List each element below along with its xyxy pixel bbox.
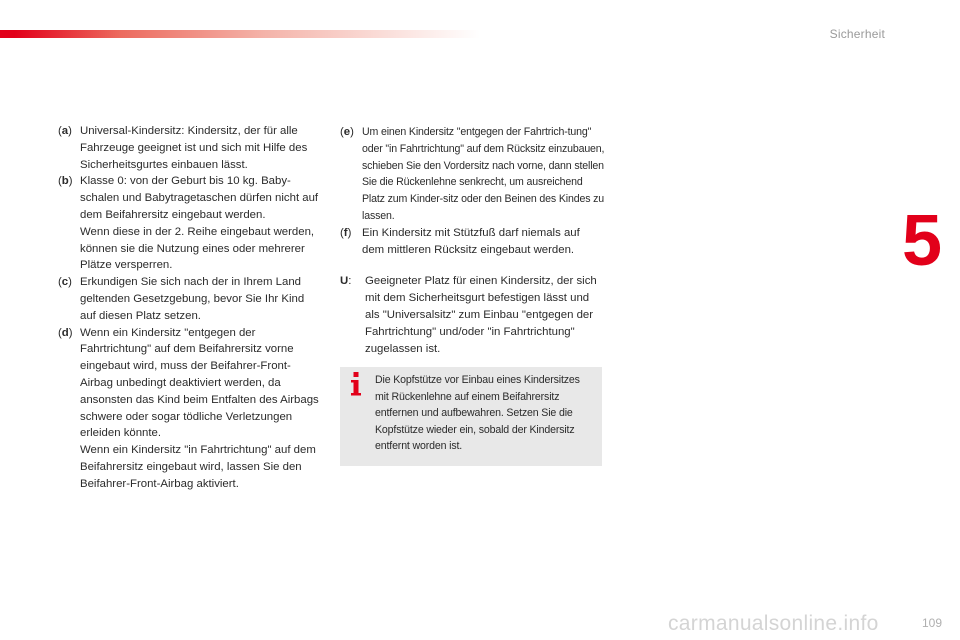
list-item-c: (c) Erkundigen Sie sich nach der in Ihrem Land geltenden Gesetzgebung, bevor Sie Ihr Kind auf diesen Platz setzen. bbox=[58, 274, 323, 324]
item-text: Geeigneter Platz für einen Kindersitz, der sich mit dem Sicherheitsgurt befestigen lässt und als "Universalsitz" zum Einbau "entgegen der Fahrtrichtung" und/oder "in Fahrtrichtung" zugelassen ist. bbox=[365, 275, 597, 355]
list-item-a: (a) Universal-Kindersitz: Kindersitz, der für alle Fahrzeuge geeignet ist und sich mit Hilfe des Sicherheitsgurtes einbauen lässt. bbox=[58, 123, 323, 173]
item-text: Erkundigen Sie sich nach der in Ihrem Land geltenden Gesetzgebung, bevor Sie Ihr Kind auf diesen Platz setzen. bbox=[80, 276, 305, 322]
info-note-box bbox=[340, 367, 602, 466]
header-accent-bar bbox=[0, 30, 480, 38]
info-icon bbox=[350, 372, 362, 398]
right-column bbox=[340, 124, 605, 357]
list-item-e: (e) Um einen Kindersitz "entgegen der Fahrtrich-tung" oder "in Fahrtrichtung" auf dem Rücksitz einzubauen, schieben Sie den Vordersitz nach vorne, dann stellen Sie die Rückenlehne senkrecht, um ausreichend Platz zum Kinder-sitz oder den Beinen des Kindes zu lassen. bbox=[340, 124, 605, 225]
item-text: Ein Kindersitz mit Stützfuß darf niemals auf dem mittleren Rücksitz eingebaut werden. bbox=[362, 226, 580, 256]
list-item-u: U: Geeigneter Platz für einen Kindersitz, der sich mit dem Sicherheitsgurt befestigen lässt und als "Universalsitz" zum Einbau "entgegen der Fahrtrichtung" und/oder "in Fahrtrichtung" zugelassen ist. bbox=[340, 273, 605, 357]
section-title: Sicherheit bbox=[829, 27, 885, 41]
info-note-text: Die Kopfstütze vor Einbau eines Kindersitzes mit Rückenlehne auf einem Beifahrersitz entfernen und aufbewahren. Setzen Sie die Kopfstütze wieder ein, sobald der Kindersitz entfernt worden ist. bbox=[375, 374, 580, 453]
item-text: Klasse 0: von der Geburt bis 10 kg. Baby-schalen und Babytragetaschen dürfen nicht auf dem Beifahrersitz eingebaut werden. bbox=[80, 175, 319, 221]
page-number: 109 bbox=[921, 616, 942, 630]
item-text: Wenn ein Kindersitz "entgegen der Fahrtrichtung" auf dem Beifahrersitz vorne eingebaut wird, muss der Beifahrer-Front-Airbag unbedingt deaktiviert werden, da ansonsten das Kind beim Entfalten des Airbags schwere oder sogar tödliche Verletzungen erleiden könnte. bbox=[80, 326, 319, 440]
chapter-number: 5 bbox=[902, 201, 943, 281]
item-text: Universal-Kindersitz: Kindersitz, der für alle Fahrzeuge geeignet ist und sich mit Hilfe des Sicherheitsgurtes einbauen lässt. bbox=[80, 125, 308, 171]
list-item-f: (f) Ein Kindersitz mit Stützfuß darf niemals auf dem mittleren Rücksitz eingebaut werden. bbox=[340, 225, 605, 259]
item-text: Um einen Kindersitz "entgegen der Fahrtrich-tung" oder "in Fahrtrichtung" auf dem Rücksitz einzubauen, schieben Sie den Vordersitz nach vorne, dann stellen Sie die Rückenlehne senkrecht, um ausreichend Platz zum Kinder-sitz oder den Beinen des Kindes zu lassen. bbox=[362, 126, 605, 222]
left-column bbox=[58, 123, 323, 493]
watermark: carmanualsonline.info bbox=[668, 612, 879, 635]
item-text: Wenn ein Kindersitz "in Fahrtrichtung" auf dem Beifahrersitz eingebaut wird, lassen Sie den Beifahrer-Front-Airbag aktiviert. bbox=[80, 444, 316, 490]
list-item-b: (b) Klasse 0: von der Geburt bis 10 kg. Baby-schalen und Babytragetaschen dürfen nicht auf dem Beifahrersitz eingebaut werden. Wenn diese in der 2. Reihe eingebaut werden, können sie die Nutzung eines oder mehrerer Plätze versperren. bbox=[58, 173, 323, 274]
item-text: Wenn diese in der 2. Reihe eingebaut werden, können sie die Nutzung eines oder mehrerer Plätze versperren. bbox=[80, 225, 315, 272]
list-item-d: (d) Wenn ein Kindersitz "entgegen der Fahrtrichtung" auf dem Beifahrersitz vorne eingebaut wird, muss der Beifahrer-Front-Airbag unbedingt deaktiviert werden, da ansonsten das Kind beim Entfalten des Airbags schwere oder sogar tödliche Verletzungen erleiden könnte. Wenn ein Kindersitz "in Fahrtrichtung" auf dem Beifahrersitz eingebaut wird, lassen Sie den Beifahrer-Front-Airbag aktiviert. bbox=[58, 325, 323, 493]
